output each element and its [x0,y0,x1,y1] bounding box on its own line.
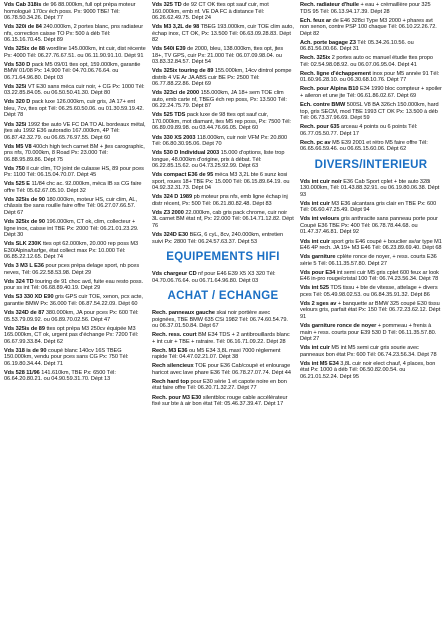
classified-ad [300,102,442,122]
ad-lead: Vds garniture [300,254,336,261]
ad-lead: Rech. pour Alpina B10 [300,86,359,93]
ad-text: TBEG 193.000km, cuir TOE clim auto, échap inox, CT OK, Px: 13.500 Tél: 06.63.09.28.83. Dépt 82 [152,24,294,44]
classified-ad [4,144,146,164]
ad-text: ou M5 E34 3,8L maxi 7000 réglement rapide Tél: 04.47.02.21.07. Dépt 38 [152,347,281,361]
ad-text: E34 1990 bloc compteur + spoiler + aileron et une jte Tél: 06.61.86.02.67. Dépt 69 [300,86,442,99]
ad-text: sport gris E46 coupé + bouclier av/ar type M1 E46 4P rech. JA 19+ M3 E46 Tél: 06.23.89.69.40. Dépt 68 [300,238,442,252]
ad-lead: Vds 325ix touring de 89 [152,68,214,75]
ad-text: 118.000km, cuir noir VFM Px: 20.800 Tél: 06.80.30.95.06. Dépt 70 [152,134,288,148]
classified-ad [152,150,294,170]
ad-lead: Vds 330 XS 2003 [152,134,196,141]
classified-ad [4,310,146,323]
ad-lead: Vds 750 [4,165,25,172]
classified-ad [300,201,442,214]
ad-lead: Vds M3 3,2L de 98 [152,24,200,31]
ad-text: + eau + crémaillère pour 325 TDS 95 Tél: 06.13.94.17.39. Dépt 28 [300,2,431,15]
ad-text: pb moteur pns nfs, emb ligne échap inj distr récent, Px: 500 Tél: 06.21.80.82.48. Dépt 83 [152,194,288,207]
ad-lead: Vds 325 TD [152,2,182,8]
ad-lead: Vds 3 M3 L E36 [4,263,44,270]
ad-lead: Vds M5 V8 [4,143,32,150]
ad-lead: Vds int cuir noir [300,178,342,185]
classified-ad [4,181,146,194]
ad-text: il cuir clim, TO joint de culasse HS, 89 pour pces Px: 1100 Tél: 06.15.04.70.07. Dépt 45 [4,165,144,179]
ad-lead: Vds int 525 [300,285,329,292]
classified-ad [152,271,294,284]
classified-ad [300,323,442,343]
ad-lead: Vds chargeur CD [152,271,197,278]
classified-ad [152,194,294,207]
ad-lead: Vds 324D E30 [152,232,189,239]
ad-lead: Vds 324 TD [4,278,34,285]
classified-ad [300,140,442,153]
ad-lead: Vds int cuir [300,238,330,245]
classified-ad [4,2,146,22]
classified-ad [4,326,146,346]
ad-text: BM E34 TDS + 2 antibrouillards blanc + int cuir + TBE + ratraire. Tél: 06.16.71.09.22. Dépt 28 [152,332,290,345]
ad-lead: Vds 540i E39 [152,46,186,53]
classified-ad [300,345,442,358]
ad-text: pour pces prépa delage sport, nb pces neves, Tél: 06.22.58.53.98. Dépt 29 [4,263,140,276]
ad-text: silentbloc rouge cable accélérateur fixé sur bte à air bon état Tél: 05.46.37.39.47. Dépt 17 [152,394,288,407]
ad-lead: Vds 325ix de 90 [4,219,45,226]
classified-ad [152,310,294,330]
ad-text: VT E30 sans méca cuir noir, + CG Px: 1000 Tél: 03.22.85.84.05. ou 06.50.50.41.30. Dépt 80 [4,83,145,97]
ad-text: de 2000, bleu, 138.000km, ttes opt, jtes 18+, TV GPS, cuir Px: 21.000 Tél: 06.07.09.98.04. ou 03.83.32.84.57. Dépt 54 [152,46,284,66]
classified-ad [152,348,294,361]
ad-lead: Vds 318 is de 90 [4,347,47,354]
classified-ad [152,332,294,345]
classified-ad [4,197,146,217]
section-title-equipements-hifi: EQUIPEMENTS HIFI [166,251,280,264]
ad-text: 400ch high tech carnet BM + jtes carographic, pns nfs, 70.000km, 8 Road Px: 23.000 Tél: 06.88.95.89.86. Dépt 75 [4,143,145,163]
classified-ad [300,71,442,84]
ad-lead: Vds 325i [4,121,27,128]
classified-ad [300,254,442,267]
classified-ad [4,99,146,119]
ad-lead: Vds 2 sges av [300,300,337,307]
classified-ad [300,124,442,137]
ad-lead: Vds compact E36 de 95 [152,172,214,179]
classified-ad [152,379,294,392]
ad-text: ttes opt prépa M3 250cv équipée M3 165.000km, CT ok, urgent pas d'échange Px: 7200 Tél: 06.67.99.33.84. Dépt 62 [4,325,139,345]
classified-ad [152,90,294,110]
classified-ad [4,24,146,44]
classified-ad [300,18,442,38]
classified-ad [152,68,294,88]
column-3 [300,2,442,383]
ad-lead: Vds 325ix de 88 [4,46,45,53]
classified-ad [152,112,294,132]
ad-lead: Vds int M5 E34 [300,360,339,367]
classified-ad [152,135,294,148]
ad-lead: Rech. panneaux gauche [152,310,215,317]
ad-lead: Rech. pour 635 [300,124,340,131]
ad-text: BEG, 6 cyL, 8cv, 240.000km, entretien suivi Px: 2800 Tél: 06.24.57.63.37. Dépt 53 [152,232,284,245]
ad-lead: Vds int cuir [300,345,330,352]
classified-ad [300,179,442,199]
ad-text: 155.000km, 14cv dintrol pompe distrib 4 VE Ar JA ABS cuir BE Px: 2500 Tél: 06.77.88.22.86. Dépt 69 [152,68,292,88]
ad-text: skai noir portière avec poignées, TBE BMW 635 CSi 1982 Tél: 06.74.60.54.79. ou 06.37.01.50.84. Dépt 67 [152,310,288,330]
ad-text: 380.000km, JA pour pces Px: 600 Tél: 05.53.79.09.92. ou 06.89.70.02.56. Dépt 47 [4,310,139,323]
ad-lead: Vds 324D de 87 [4,310,45,316]
classified-ad [4,46,146,59]
ad-text: 180.000km, moteur HS, cuir clim, AL, châssis tbe sans rouille faire offre Tél: 06.27.07.66.57. Dépt 67 [4,196,137,216]
ad-lead: Vds SLK 230K [4,241,42,248]
ad-lead: Vds 525 E [4,181,30,188]
ad-lead: Vds Z3 2000 [152,209,184,216]
ad-lead: Rech. pc av [300,139,331,146]
ad-lead: Rech silencieux [152,363,194,370]
ad-text: 196.000km, CT ok, clim, collecteur + ligne inox, caisse int TBE Px: 2000 Tél: 06.21.01.23.29. Dépt 30 [4,219,139,239]
ad-text: pack M5 09/01 ttes opt, 159.000km, garantie BMW 01/08 Px: 14.900 Tél: 04.70.06.76.64. ou 06.71.64.96.80. Dépt 03 [4,61,141,81]
ad-text: de 92 CT OK ttes opt sauf cuir, mot 160.000km, emb nf. VE DA FC à distance Tél: 06.26.62.49.75. Dépt 24 [152,2,269,21]
classified-ad [4,62,146,82]
ad-text: 240.000km, 2 portes blanc, pns radiateur nfs, correction caisse TO Px: 500 à déb Tél: 06.15.16.70.45. Dépt 89 [4,24,144,44]
ad-text: int semi cuir M5 gris cplet 600 feux ar look E46 in-pro rouge/cristal 100 Tél: 06.74.23.56.34. Dépt 78 [300,269,439,283]
ad-lead: Vds int velours [300,216,340,223]
classified-ad [300,301,442,321]
ad-text: 22.000km, cab gris pack chrome, cuir noir 3L carnet BM état nf, Px: 22.000 Tél: 06.14.71.12.82. Dépt 76 [152,209,294,229]
classified-ad [300,55,442,68]
ad-text: TDS tissu + bte de vitesse, attelage + divers pces Tél: 05.49.98.02.53. ou 06.84.35.91.32. Dépt 86 [300,285,438,298]
column-1 [4,2,146,385]
ad-lead: Vds 530 D Individual 2003 [152,150,220,157]
ad-text: 141.610km, TBE Px: 6500 Tél: 06.64.20.80.21. ou 04.90.59.31.70. Dépt 13 [4,369,116,383]
classified-ad [4,263,146,276]
classified-ad [152,232,294,245]
ad-text: ttes opt 62.000km, 20.000 rep poss M3 E30/Alpina/tarfge, état collect max Px: 10.000 Tél: 06.85.22.12.65. Dépt 74 [4,241,139,261]
ad-lead: Rech. 325ix [300,55,331,62]
ad-text: 155.000km, JA 18+ sem TOE clim auto, emb carte nf, TBEG éch rep poss, Px: 13.500 Tél: 06.22.24.75.79. Dépt 87 [152,90,287,110]
ad-lead: Vds 324 D 1989 [152,194,193,201]
ad-lead: Vds 320 D [4,99,31,106]
classified-ad [300,216,442,236]
ad-lead: Ech. feux ar [300,17,332,24]
ad-text: coupé blanc 140cv 16S TBEG 150.000km, vendu pour pces sans CG Px: 750 Tél: 06.19.80.34.44. Dépt 71 [4,347,129,367]
ad-text: E36 Cab Sport cplet + bte auto 328i 130.000km, Tél: 01.43.88.32.91. ou 06.19.80.06.38. Dépt 93 [300,178,440,198]
ad-text: méca M3 3,2L bte 6 sunz kosi sport, roues 18+ TBE Px: 15.000 Tél: 06.15.89.64.19. ou 04.92.32.31.73. Dépt 04 [152,172,290,192]
ad-text: + pommeau + frenis à main + ress. courts pour E39 530 D Tél: 06.11.35.57.80. Dépt 27 [300,323,437,342]
ad-text: cplète ronce de noyer, + ress. courts E36 série 5 Tél: 06.11.35.57.80. Dépt 27 [300,254,437,267]
classified-ad [4,279,146,292]
ad-text: de E46 328ci Type M3 2000 + phares avt non xenon, contre PSP 100 chaque Tél: 06.10.22.26.72. Dépt 82 [300,17,437,37]
classified-ad [300,285,442,298]
classified-ad [152,2,294,22]
ad-text: pour E30 série 1 et capote noire en bon état faire offre Tél: 06.20.71.32.27. Dépt 77 [152,378,287,392]
ad-text: 11/84 chc ac. 92.000km, méca IB ss CG faire offre Tél: 05.62.67.05.10. Dépt 32 [4,181,142,194]
ad-text: Tél: 05.34.26.10.56. ou 06.81.56.00.66. Dépt 31 [300,39,414,53]
ad-lead: Rech. ress. court [152,332,197,339]
classified-ad [300,2,442,15]
ad-text: 500SL V8 BA 326ch 150.000km, hard top, gris SECM, mod TBE 1993 CT OK Px: 13.500 à déb Tél: 06.73.37.96.69. Dépt 59 [300,102,439,122]
classified-ad [4,122,146,142]
ad-lead: Vds garniture ronce de noyer [300,323,377,329]
ad-lead: Vds 320i de 84 [4,24,42,31]
ad-text: 1992 tbe auto VE FC DA TO AL bordeaux métal, jtes alu 1992 E36 autoradio 167.000km, 4P Tél: 06.87.42.32.79. ou 06.65.76.97.55. Dépt 60 [4,121,146,141]
ad-lead: Rech. radiateur d'huile [300,2,359,8]
ad-lead: Rech hard top [152,378,189,385]
column-2 [152,2,294,410]
ad-text: pack luxe 126.000km, cuir gris, JA 17+ ent bleu, 7cv, ttes opt Tél: 06.25.60.50.06. ou 01.30.59.19.42. Dépt 78 [4,99,144,119]
classified-ad [152,363,294,376]
ad-lead: Vds 325is de 89 [4,325,45,332]
ad-lead: Rech. M3 E36 [152,347,188,354]
classified-ad [4,348,146,368]
classified-ad [4,219,146,239]
classified-ad [300,239,442,252]
ad-lead: Ach. porte bagage Z3 [300,39,356,46]
ad-text: M5 E39 2001 et rétro M5 faire offre Tél: 06.65.66.59.46. ou 06.65.15.60.06. Dépt 62 [300,139,428,153]
ad-text: 3,8L cuir noir elect chauf, 4 places, bon état Px: 1000 à déb Tél: 06.50.82.00.54. ou 06.21.01.52.24. Dépt 95 [300,360,436,380]
ad-lead: Vds 325i [4,83,27,90]
classified-ad [152,395,294,408]
ad-text: pack luxe de 98 ttes opt sauf cuir, 170.000km, mot diamant, ites M5 rep poss, Px: 7500 Tél: 06.89.09.89.98. ou 03.44.76.66.05. Dépt 60 [152,112,291,132]
ad-lead: Vds int cuir [300,200,330,207]
ad-text: arceau 4 points ou 6 points Tél: 06.77.05.50.77. Dépt 17 [300,124,418,137]
classified-ad [152,46,294,66]
ad-text: 15.000 d'options, liste trop longue, 48.000km d'origine, prix à débat. Tél: 06.22.85.15.62. ou 04.73.25.92.99. Dépt 63 [152,150,285,170]
ad-lead: Vds 525 TDS [152,112,186,119]
ad-lead: Vds pour E34 [300,269,336,276]
ad-text: 2 portes auto oc manuel étudie ttes propo Tél: 02.54.98.08.92. ou 06.07.06.95.04. Dépt 41 [300,55,433,68]
ad-lead: Ech. contre BMW [300,102,346,109]
ad-lead: Vds Cab 318is [4,2,42,8]
ad-lead: Rech. ligne d'échappement [300,70,371,77]
ad-text: nf pour E46 E39 X5 X3 320 Tél: 04.70.06.76.64. ou 06.71.64.96.80. Dépt 03 [152,271,276,284]
section-title-achat-echange: ACHAT / ECHANGE [167,290,279,303]
classified-ad [152,210,294,230]
classified-ad [152,24,294,44]
classified-ad [4,294,146,307]
ad-lead: Vds 530 D [4,61,31,68]
ad-text: wordline 145.000km, int cuir, dist récente Px: 4000 Tél: 06.27.76.67.51. ou 06.11.90.91.10. Dépt 91 [4,46,146,59]
ad-text: + banquette ar BMW 325 coupé E30 tissu velours gris, parfait état Px: 150 Tél: 06.72.23.62.12. Dépt 91 [300,300,441,320]
ad-lead: Vds 325is de 90 [4,196,45,203]
ad-text: M5 int M5 semi cuir gris sourie avec panneaux bon état Px: 600 Tél: 06.74.23.56.34. Dépt 78 [300,345,437,358]
classified-ad [300,361,442,381]
ad-lead: Vds S3 330 XD E90 [4,294,54,301]
classified-ad [4,166,146,179]
ad-text: de 96 88.000km, full opt prépa moteur homologué 170cv éch poss. Px: 9000 TBE! Tél: 06.78.50.34.26. Dépt 77 [4,2,136,21]
ad-lead: Vds 323ci de 2000 [152,90,200,97]
ad-text: M3 E36 alcantara gris clair en TBE Px: 600 Tél: 06.60.47.25.49. Dépt 94 [300,200,437,214]
ad-text: TOE pour E36 Cab/coupé et enlourage haricot avec lave phare E36 Tél: 06.78.27.07.74. Dépt 44 [152,363,291,376]
classified-ad [300,86,442,99]
classified-ad [300,270,442,283]
classified-ad [4,241,146,261]
ad-lead: Vds 528 11/96 [4,369,40,376]
classified-ad [300,40,442,53]
ad-text: gris GPS cuir TOE, xenon, pcx acte, garantie BMW Px: 36.000 Tél: 06.87.54.22.09. Dépt 60 [4,294,143,307]
ad-text: inox pour M5 année 91 Tél: 01.60.96.28.10. ou 06.30.68.10.76. Dépt 77 [300,70,440,84]
classified-ad [152,172,294,192]
section-title-divers-interieur: DIVERS/INTERIEUR [314,158,428,171]
ad-text: touring de 91 choc avd, fuite eau resto poss. pour ss int Tél: 06.68.89.40.19. Dépt 29 [4,278,144,292]
classified-ad [4,84,146,97]
ad-lead: Rech. pour M3 E30 [152,394,202,401]
ad-text: gris anthracite sans panneau porte pour Coupé E36 TBE Px: 400 Tél: 06.78.78.44.68. ou 01.47.37.46.81. Dépt 92 [300,216,438,236]
classified-ad [4,370,146,383]
